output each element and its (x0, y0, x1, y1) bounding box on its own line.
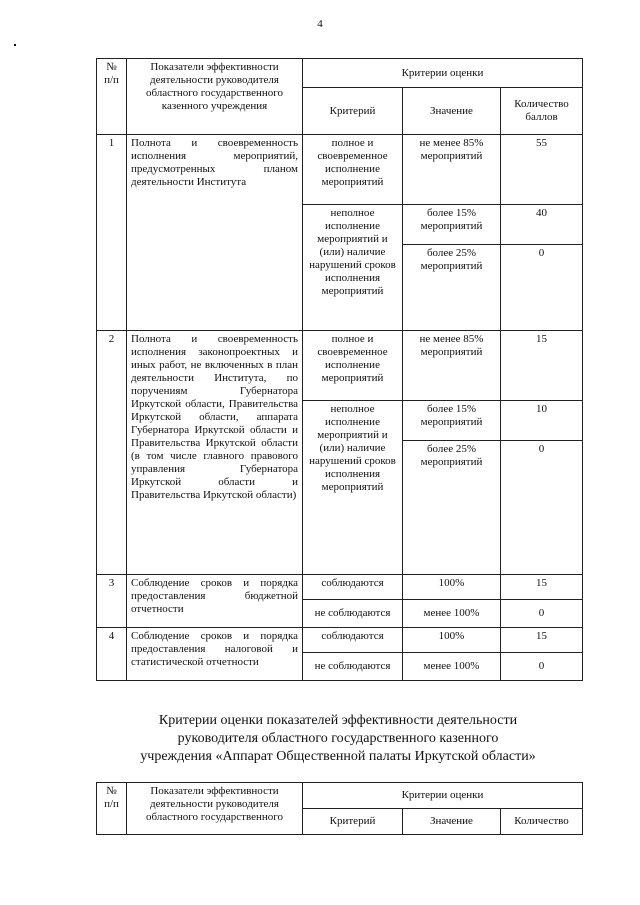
table-row (97, 628, 583, 653)
header-points: Количество (501, 809, 583, 835)
criteria-table (96, 58, 583, 681)
row-points: 0 (501, 653, 583, 681)
row-value: более 25% мероприятий (403, 245, 501, 331)
header-num: № п/п (97, 59, 127, 135)
header-value: Значение (403, 88, 501, 135)
criteria-table-2 (96, 782, 583, 835)
header-value: Значение (403, 809, 501, 835)
row-points: 15 (501, 628, 583, 653)
row-num: 1 (97, 135, 127, 331)
row-points: 40 (501, 205, 583, 245)
table-row (97, 575, 583, 600)
section-heading: Критерии оценки показателей эффективности деятельности руководителя областного государственного казенного учреждения «Аппарат Общественной палаты Иркутской области» (140, 713, 536, 764)
page-number: 4 (317, 18, 323, 30)
row-criterion: неполное исполнение мероприятий и (или) наличие нарушений сроков исполнения мероприятий (303, 401, 403, 575)
row-criterion: неполное исполнение мероприятий и (или) наличие нарушений сроков исполнения мероприятий (303, 205, 403, 331)
row-indicator: Полнота и своевременность исполнения законопроектных и иных работ, не включенных в план деятельности Института, по поручениям Губернатора Иркутской области, Правительства Иркутской области, аппарата Губернатора Иркутской области и Правительства Иркутской области (в том числе главного правового управления Губернатора Иркутской области и Правительства Иркутской области) (127, 331, 303, 575)
row-points: 55 (501, 135, 583, 205)
row-indicator: Полнота и своевременность исполнения мероприятий, предусмотренных планом деятельности Института (127, 135, 303, 331)
row-indicator: Соблюдение сроков и порядка предоставления бюджетной отчетности (127, 575, 303, 628)
row-criterion: соблюдаются (303, 575, 403, 600)
header-criterion: Критерий (303, 809, 403, 835)
row-value: не менее 85% мероприятий (403, 135, 501, 205)
row-value: 100% (403, 628, 501, 653)
row-criterion: не соблюдаются (303, 600, 403, 628)
header-indicator: Показатели эффективности деятельности руководителя областного государственного (127, 783, 303, 835)
table-header-row (97, 59, 583, 88)
row-value: менее 100% (403, 653, 501, 681)
row-points: 15 (501, 575, 583, 600)
row-points: 15 (501, 331, 583, 401)
row-value: более 25% мероприятий (403, 441, 501, 575)
table-row (97, 331, 583, 401)
row-criterion: соблюдаются (303, 628, 403, 653)
table-header-row (97, 783, 583, 809)
row-num: 3 (97, 575, 127, 628)
row-num: 2 (97, 331, 127, 575)
header-indicator: Показатели эффективности деятельности руководителя областного государственного казенного учреждения (127, 59, 303, 135)
row-points: 0 (501, 441, 583, 575)
row-criterion: полное и своевременное исполнение мероприятий (303, 331, 403, 401)
row-value: более 15% мероприятий (403, 401, 501, 441)
row-points: 10 (501, 401, 583, 441)
header-criteria-group: Критерии оценки (303, 783, 583, 809)
margin-dot (14, 44, 16, 46)
header-criterion: Критерий (303, 88, 403, 135)
row-points: 0 (501, 245, 583, 331)
row-value: более 15% мероприятий (403, 205, 501, 245)
header-criteria-group: Критерии оценки (303, 59, 583, 88)
row-points: 0 (501, 600, 583, 628)
row-num: 4 (97, 628, 127, 681)
row-criterion: полное и своевременное исполнение мероприятий (303, 135, 403, 205)
row-indicator: Соблюдение сроков и порядка предоставления налоговой и статистической отчетности (127, 628, 303, 681)
row-criterion: не соблюдаются (303, 653, 403, 681)
header-num: № п/п (97, 783, 127, 835)
table-row (97, 135, 583, 205)
row-value: не менее 85% мероприятий (403, 331, 501, 401)
row-value: менее 100% (403, 600, 501, 628)
row-value: 100% (403, 575, 501, 600)
header-points: Количество баллов (501, 88, 583, 135)
